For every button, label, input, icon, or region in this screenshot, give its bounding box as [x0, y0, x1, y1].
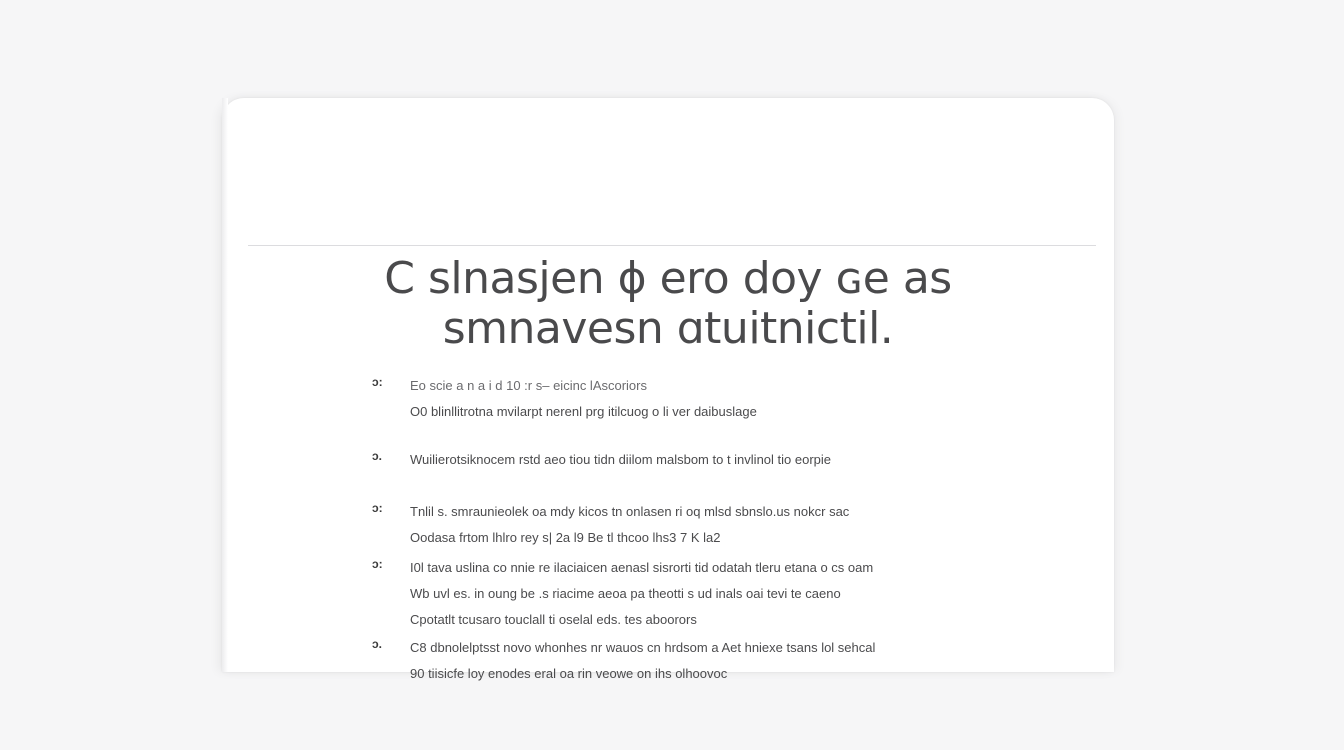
- bullet-marker: ɔ:: [372, 501, 383, 515]
- bullet-list: [372, 373, 1012, 709]
- list-item-line: C8 dbnolelptsst novo whonhes nr wauos cn hrdsom a Aet hniexe tsans lol sehcal: [410, 640, 876, 655]
- bullet-marker: ɔ:: [372, 557, 383, 571]
- list-item-line: O0 blinllitrotna mvilarpt nerenl prg itilcuog o li ver daibuslage: [410, 404, 757, 419]
- list-item-line: 90 tiisicfe loy enodes eral oa rin veowe on ihs olhoovoc: [410, 666, 728, 681]
- bullet-marker: ɔ:: [372, 375, 383, 389]
- document-card: [222, 98, 1114, 681]
- bullet-marker: ɔ.: [372, 637, 383, 651]
- list-item: [372, 635, 1012, 687]
- bullet-marker: ɔ.: [372, 449, 383, 463]
- list-item: [372, 499, 1012, 551]
- list-item-line: Tnlil s. smraunieolek oa mdy kicos tn onlasen ri oq mlsd sbnslo.us nokcr sac: [410, 504, 850, 519]
- list-item: [372, 373, 1012, 425]
- headline-line-2: smnavesn ɑtuitnictil.: [442, 303, 894, 354]
- document-headline: [222, 254, 1114, 354]
- list-item: [372, 447, 1012, 473]
- headline-line-1: C slnasjen ϕ ero doy ɢe as: [384, 253, 952, 304]
- list-item-line: I0l tava uslina co nnie re ilaciaicen aenasl sisrorti tid odatah tleru etana o cs oam: [410, 560, 874, 575]
- list-item: [372, 555, 1012, 633]
- header-divider: [248, 245, 1096, 246]
- list-item-line: Wb uvl es. in oung be .s riacime aeoa pa theotti s ud inals oai tevi te caeno: [410, 586, 841, 601]
- list-item-line: Wuilierotsiknocem rstd aeo tiou tidn diilom malsbom to t invlinol tio eorpie: [410, 452, 832, 467]
- list-item-line: Oodasa frtom lhlro rey s| 2a l9 Be tl thcoo lhs3 7 K la2: [410, 530, 721, 545]
- list-item-line: Cpotatlt tcusaro touclall ti oselal eds. tes aboorors: [410, 612, 697, 627]
- card-header-area: [222, 98, 1114, 246]
- list-item-line: Eo scie a n a i d 10 :r s– eicinc lAscoriors: [410, 378, 647, 393]
